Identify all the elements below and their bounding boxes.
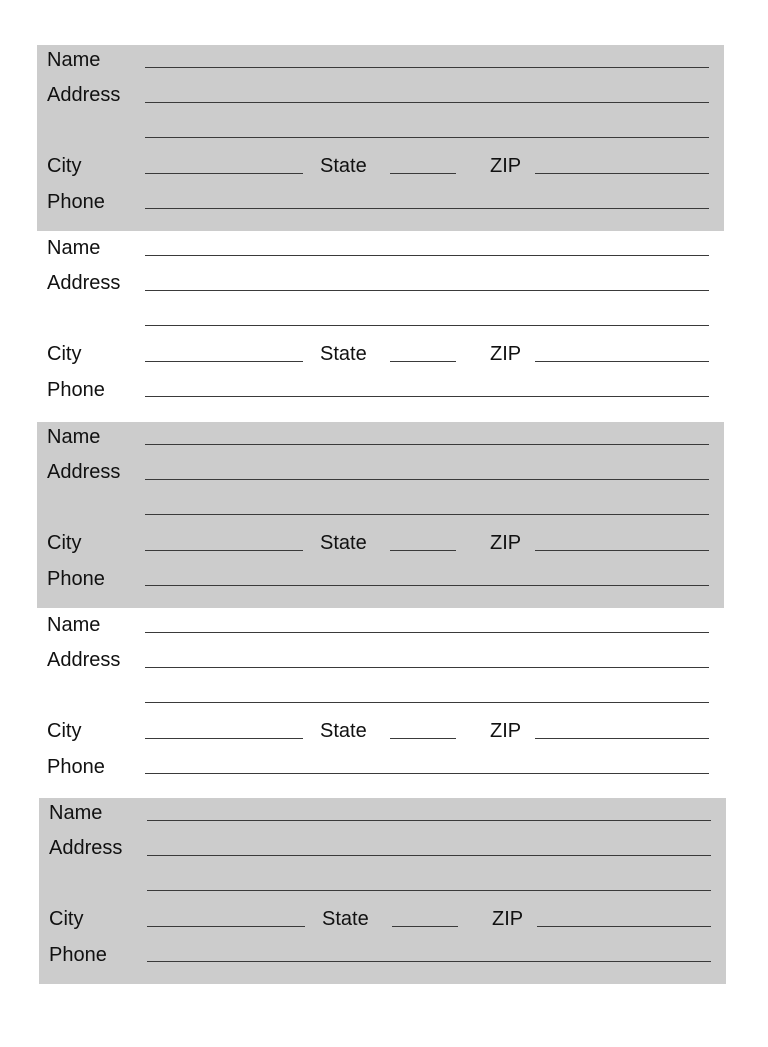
phone-field[interactable] bbox=[147, 961, 711, 962]
address-line1-field[interactable] bbox=[145, 667, 709, 668]
state-field[interactable] bbox=[390, 738, 456, 739]
phone-label: Phone bbox=[47, 379, 105, 401]
zip-label: ZIP bbox=[492, 908, 524, 930]
name-field[interactable] bbox=[147, 820, 711, 821]
name-field[interactable] bbox=[145, 632, 709, 633]
state-field[interactable] bbox=[390, 550, 456, 551]
zip-field[interactable] bbox=[535, 738, 709, 739]
address-label: Address bbox=[47, 461, 121, 483]
phone-label: Phone bbox=[49, 944, 107, 966]
name-label: Name bbox=[47, 49, 101, 71]
name-label: Name bbox=[49, 802, 103, 824]
phone-label: Phone bbox=[47, 191, 105, 213]
state-label: State bbox=[322, 908, 369, 930]
address-line2-field[interactable] bbox=[147, 890, 711, 891]
city-field[interactable] bbox=[145, 738, 303, 739]
city-label: City bbox=[47, 343, 82, 365]
city-label: City bbox=[49, 908, 84, 930]
state-label: State bbox=[320, 155, 367, 177]
zip-field[interactable] bbox=[535, 550, 709, 551]
state-field[interactable] bbox=[390, 173, 456, 174]
city-field[interactable] bbox=[145, 550, 303, 551]
address-label: Address bbox=[47, 272, 121, 294]
address-line2-field[interactable] bbox=[145, 514, 709, 515]
phone-field[interactable] bbox=[145, 208, 709, 209]
phone-label: Phone bbox=[47, 568, 105, 590]
address-entry-block-1 bbox=[37, 45, 724, 231]
name-field[interactable] bbox=[145, 67, 709, 68]
state-field[interactable] bbox=[392, 926, 458, 927]
zip-label: ZIP bbox=[490, 155, 522, 177]
address-entry-block-3 bbox=[37, 422, 724, 608]
zip-label: ZIP bbox=[490, 720, 522, 742]
city-label: City bbox=[47, 720, 82, 742]
zip-field[interactable] bbox=[535, 173, 709, 174]
city-field[interactable] bbox=[145, 361, 303, 362]
city-field[interactable] bbox=[147, 926, 305, 927]
name-label: Name bbox=[47, 237, 101, 259]
name-field[interactable] bbox=[145, 255, 709, 256]
name-label: Name bbox=[47, 614, 101, 636]
city-label: City bbox=[47, 532, 82, 554]
address-entry-block-5 bbox=[39, 798, 726, 984]
address-line2-field[interactable] bbox=[145, 137, 709, 138]
address-line2-field[interactable] bbox=[145, 325, 709, 326]
zip-label: ZIP bbox=[490, 343, 522, 365]
address-line1-field[interactable] bbox=[145, 102, 709, 103]
zip-label: ZIP bbox=[490, 532, 522, 554]
phone-field[interactable] bbox=[145, 585, 709, 586]
name-label: Name bbox=[47, 426, 101, 448]
address-label: Address bbox=[47, 649, 121, 671]
state-label: State bbox=[320, 720, 367, 742]
phone-label: Phone bbox=[47, 756, 105, 778]
address-label: Address bbox=[49, 837, 123, 859]
address-line1-field[interactable] bbox=[147, 855, 711, 856]
address-label: Address bbox=[47, 84, 121, 106]
state-label: State bbox=[320, 343, 367, 365]
city-field[interactable] bbox=[145, 173, 303, 174]
phone-field[interactable] bbox=[145, 396, 709, 397]
state-label: State bbox=[320, 532, 367, 554]
address-line2-field[interactable] bbox=[145, 702, 709, 703]
zip-field[interactable] bbox=[537, 926, 711, 927]
address-line1-field[interactable] bbox=[145, 290, 709, 291]
zip-field[interactable] bbox=[535, 361, 709, 362]
address-entry-block-4 bbox=[37, 610, 724, 796]
address-entry-block-2 bbox=[37, 233, 724, 419]
name-field[interactable] bbox=[145, 444, 709, 445]
city-label: City bbox=[47, 155, 82, 177]
address-line1-field[interactable] bbox=[145, 479, 709, 480]
phone-field[interactable] bbox=[145, 773, 709, 774]
state-field[interactable] bbox=[390, 361, 456, 362]
